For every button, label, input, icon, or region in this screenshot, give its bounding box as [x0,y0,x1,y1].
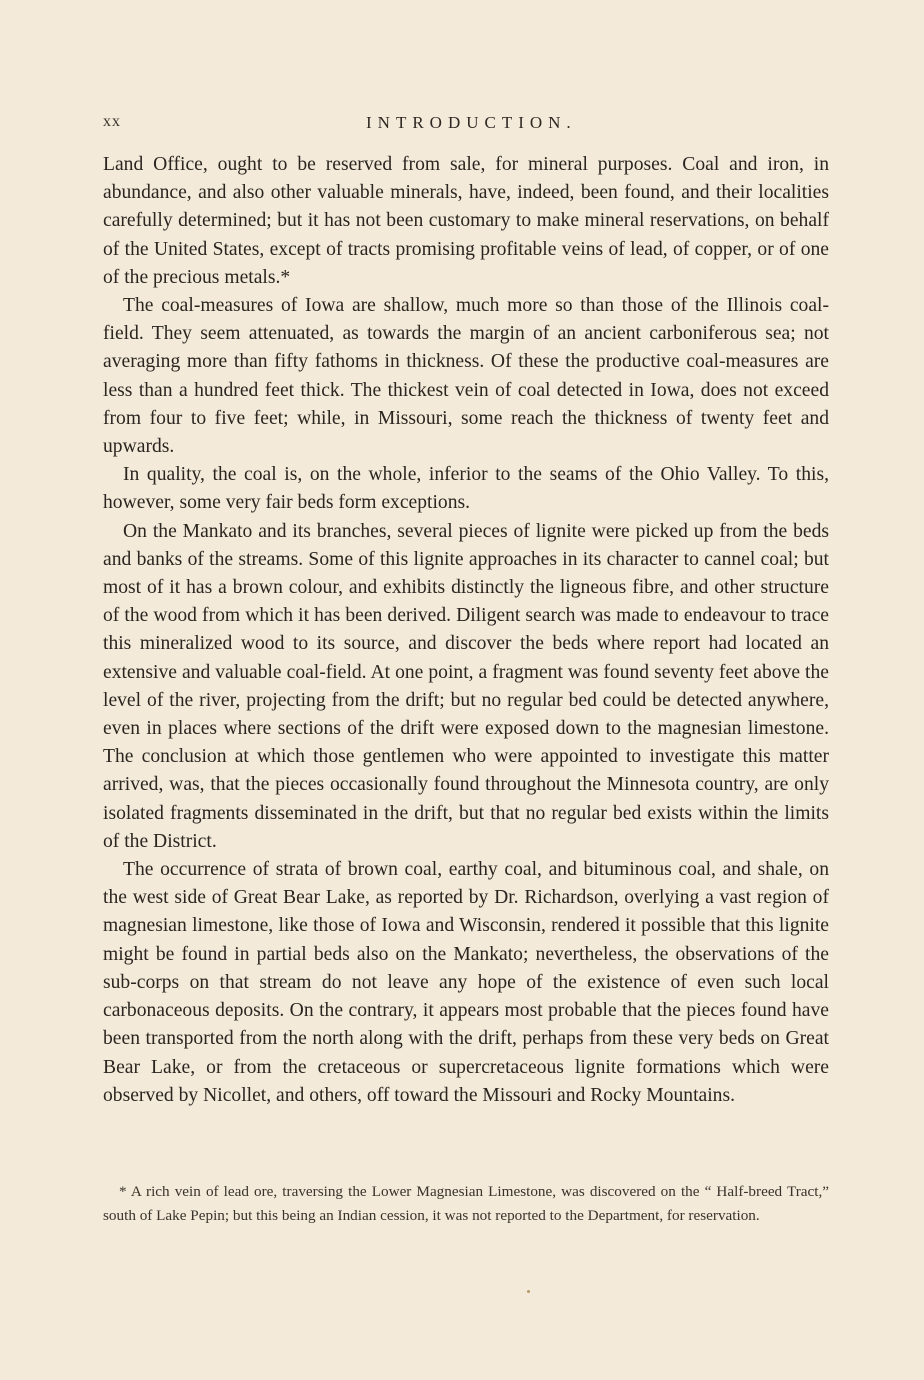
footnote-text: * A rich vein of lead ore, traversing the Lower Magnesian Limestone, was discovered on the “ Half-breed Tract,” south of Lake Pepin; but this being an Indian cession, it was not reported to the Department, for reservation. [103,1183,829,1224]
page-number: xx [103,113,121,130]
paragraph: On the Mankato and its branches, several pieces of lignite were picked up from the beds and banks of the streams. Some of this lignite approaches in its character to cannel coal; but most of it has a brown colour, and exhibits distinctly the ligneous fibre, and other structure of the wood from which it has been derived. Diligent search was made to endeavour to trace this mineralized wood to its source, and discover the beds where report had located an extensive and valuable coal-field. At one point, a fragment was found seventy feet above the level of the river, projecting from the drift; but no regular bed could be detected anywhere, even in places where sections of the drift were exposed down to the magnesian limestone. The conclusion at which those gentlemen who were appointed to investigate this matter arrived, was, that the pieces occasionally found throughout the Minnesota country, are only isolated fragments disseminated in the drift, but that no regular bed exists within the limits of the District. [103,520,829,852]
paper-speck [527,1290,530,1293]
footnote [103,1180,829,1227]
running-head [103,113,827,137]
running-title: INTRODUCTION. [366,113,577,132]
paragraph: The occurrence of strata of brown coal, earthy coal, and bituminous coal, and shale, on the west side of Great Bear Lake, as reported by Dr. Richardson, overlying a vast region of magnesian limestone, like those of Iowa and Wisconsin, rendered it possible that this lignite might be found in partial beds also on the Mankato; nevertheless, the observations of the sub-corps on that stream do not leave any hope of the existence of even such local carbonaceous deposits. On the contrary, it appears most probable that the pieces found have been transported from the north along with the drift, perhaps from these very beds on Great Bear Lake, or from the cretaceous or supercretaceous lignite formations which were observed by Nicollet, and others, off toward the Missouri and Rocky Mountains. [103,859,829,1106]
paragraph: In quality, the coal is, on the whole, inferior to the seams of the Ohio Valley. To this, however, some very fair beds form exceptions. [103,464,829,514]
paragraph: Land Office, ought to be reserved from sale, for mineral purposes. Coal and iron, in abundance, and also other valuable minerals, have, indeed, been found, and their localities carefully determined; but it has not been customary to make mineral reservations, on behalf of the United States, except of tracts promising profitable veins of lead, of copper, or of one of the precious metals.* [103,154,829,288]
body-text [103,151,829,1110]
paragraph: The coal-measures of Iowa are shallow, much more so than those of the Illinois coal-field. They seem attenuated, as towards the margin of an ancient carboniferous sea; not averaging more than fifty fathoms in thickness. Of these the productive coal-measures are less than a hundred feet thick. The thickest vein of coal detected in Iowa, does not exceed from four to five feet; while, in Missouri, some reach the thickness of twenty feet and upwards. [103,295,829,458]
